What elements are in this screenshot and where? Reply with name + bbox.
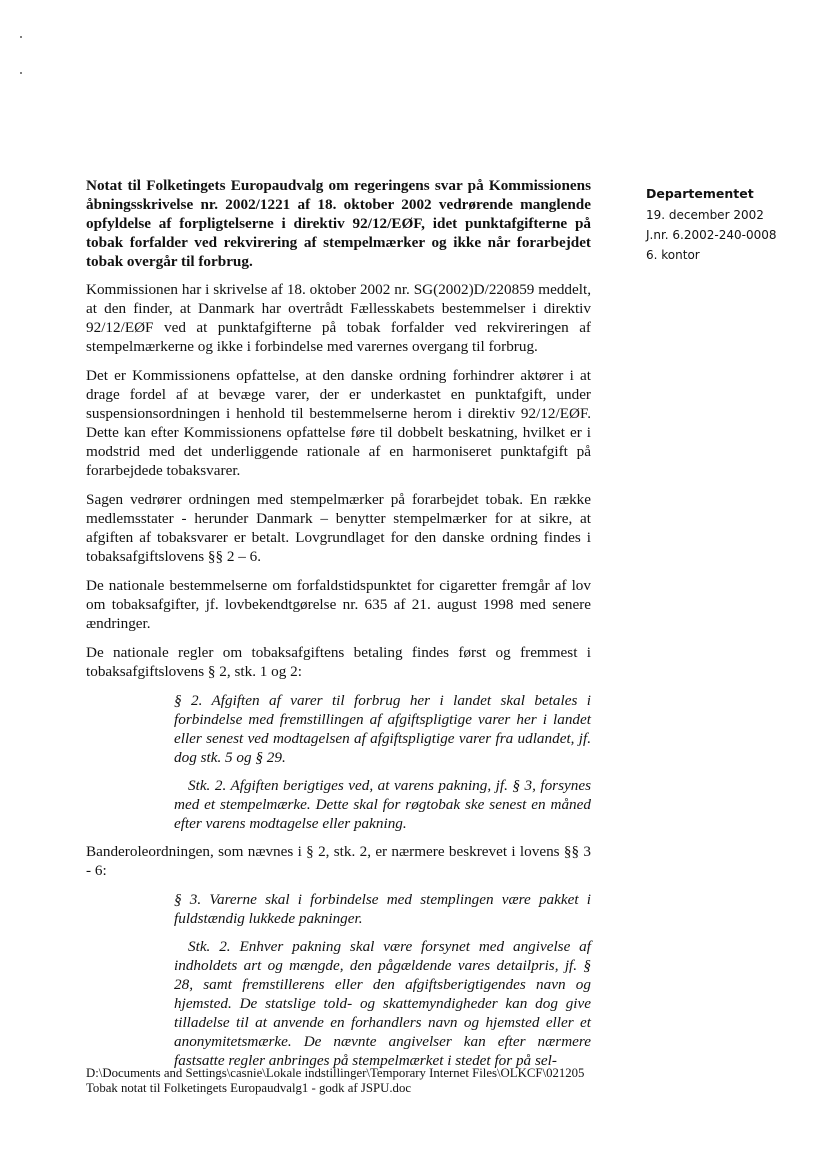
paragraph-4: De nationale bestemmelserne om forfaldstidspunktet for cigaretter fremgår af lov om tobaksafgifter, jf. lovbekendtgørelse nr. 635 af 21. august 1998 med senere ændringer. [86, 577, 591, 632]
law-quote-section-2: § 2. Afgiften af varer til forbrug her i landet skal betales i forbindelse med fremstillingen af afgiftspligtige varer her i landet eller senest ved modtagelsen af afgiftspligtige varer fra udlandet, jf. dog stk. 5 og § 29. [174, 692, 591, 766]
paragraph-6: Banderoleordningen, som nævnes i § 2, stk. 2, er nærmere beskrevet i lovens §§ 3 - 6: [86, 843, 591, 879]
paragraph-3: Sagen vedrører ordningen med stempelmærker på forarbejdet tobak. En række medlemsstater - herunder Danmark – benytter stempelmærker for at sikre, at afgiften af tobaksvarer er betalt. Lovgrundlaget for den danske ordning findes i tobaksafgiftslovens §§ 2 – 6. [86, 491, 591, 565]
footer-file-name: Tobak notat til Folketingets Europaudvalg1 - godk af JSPU.doc [86, 1081, 412, 1095]
office-label: 6. kontor [646, 248, 700, 262]
scan-speck [20, 72, 22, 74]
law-quote-section-3-stk-2: Stk. 2. Enhver pakning skal være forsynet med angivelse af indholdets art og mængde, den pågældende vares detailpris, jf. § 28, samt fremstillerens eller den afgiftsberigtigendes navn og hjemsted. De statslige told- og skattemyndigheder kan dog give tilladelse til at anvende en forhandlers navn og hjemsted eller et anonymitetsmærke. De nævnte angivelser kan efter nærmere fastsatte regler anbringes på stempelmærket i stedet for på sel- [174, 938, 591, 1069]
department-label: Departementet [646, 186, 754, 201]
journal-number: J.nr. 6.2002-240-0008 [646, 228, 777, 242]
sender-info [646, 186, 826, 268]
document-body [86, 176, 591, 1079]
paragraph-2: Det er Kommissionens opfattelse, at den danske ordning forhindrer aktører i at drage fordel af at bevæge varer, der er underkastet en punktafgift, under suspensionsordningen i henhold til bestemmelserne herom i direktiv 92/12/EØF. Dette kan efter Kommissionens opfattelse føre til dobbelt beskatning, hvilket er i modstrid med det underliggende rationale af en harmoniseret punktafgift på forarbejdede tobaksvarer. [86, 367, 591, 479]
paragraph-5: De nationale regler om tobaksafgiftens betaling findes først og fremmest i tobaksafgiftslovens § 2, stk. 1 og 2: [86, 644, 591, 680]
document-title: Notat til Folketingets Europaudvalg om regeringens svar på Kommissionens åbningsskrivelse nr. 2002/1221 af 18. oktober 2002 vedrørende manglende opfyldelse af forpligtelserne i direktiv 92/12/EØF, idet punktafgifterne på tobak forfalder ved rekvirering af stempelmærker og ikke når forarbejdet tobak overgår til forbrug. [86, 177, 591, 270]
document-date: 19. december 2002 [646, 208, 764, 222]
paragraph-1: Kommissionen har i skrivelse af 18. oktober 2002 nr. SG(2002)D/220859 meddelt, at den finder, at Danmark har overtrådt Fællesskabets bestemmelser i direktiv 92/12/EØF ved at punktafgifterne på tobak forfalder ved rekvireringen af stempelmærkerne og ikke i forbindelse med varernes overgang til forbrug. [86, 281, 591, 355]
footer-file-path: D:\Documents and Settings\casnie\Lokale indstillinger\Temporary Internet Files\OLKCF\021205 [86, 1066, 585, 1080]
law-quote-section-2-stk-2: Stk. 2. Afgiften berigtiges ved, at varens pakning, jf. § 3, forsynes med et stempelmærke. Dette skal for røgtobak ske senest en måned efter varens modtagelse eller pakning. [174, 777, 591, 832]
law-quote-section-3: § 3. Varerne skal i forbindelse med stemplingen være pakket i fuldstændig lukkede pakninger. [174, 891, 591, 927]
document-footer [86, 1066, 686, 1096]
scan-speck [20, 36, 22, 38]
